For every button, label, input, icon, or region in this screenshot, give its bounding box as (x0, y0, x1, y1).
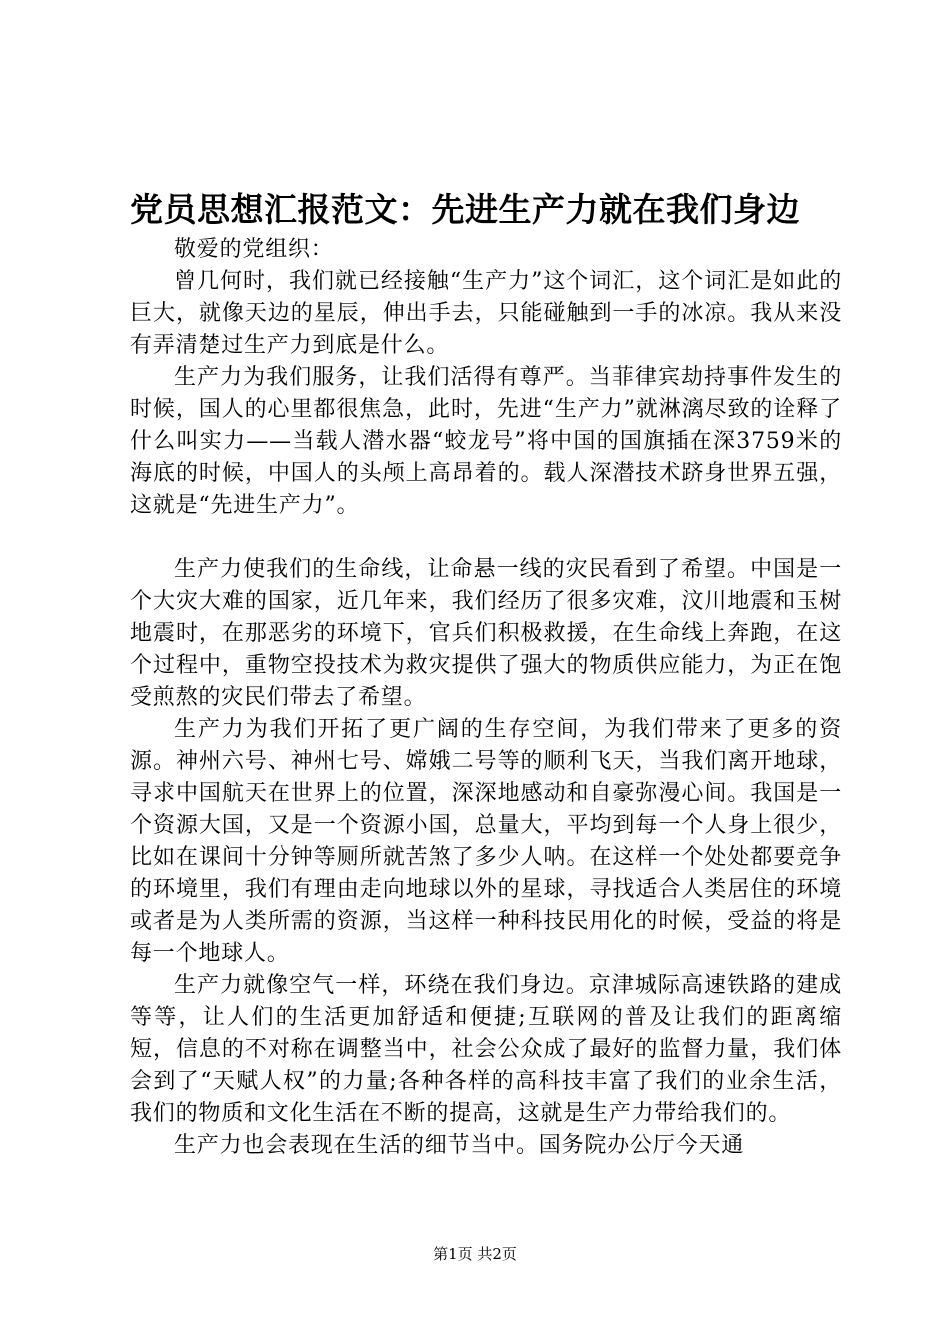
page-number-footer: 第1页 共2页 (433, 1245, 517, 1263)
paragraph: 生产力为我们服务，让我们活得有尊严。当菲律宾劫持事件发生的时候，国人的心里都很焦急，此时，先进“生产力”就淋漓尽致的诠释了什么叫实力——当载人潜水器“蛟龙号”将中国的国旗插在深3759米的海底的时候，中国人的头颅上高昂着的。载人深潜技术跻身世界五强，这就是“先进生产力”。 (130, 365, 842, 518)
document-body (130, 234, 842, 1162)
blank-line (130, 522, 842, 554)
paragraph: 生产力就像空气一样，环绕在我们身边。京津城际高速铁路的建成等等，让人们的生活更加舒适和便捷;互联网的普及让我们的距离缩短，信息的不对称在调整当中，社会公众成了最好的监督力量，我们体会到了“天赋人权”的力量;各种各样的高科技丰富了我们的业余生活，我们的物质和文化生活在不断的提高，这就是生产力带给我们的。 (130, 973, 842, 1126)
salutation: 敬爱的党组织： (174, 237, 334, 262)
paragraph: 生产力也会表现在生活的细节当中。国务院办公厅今天通 (174, 1133, 745, 1158)
paragraph: 生产力为我们开拓了更广阔的生存空间，为我们带来了更多的资源。神州六号、神州七号、嫦娥二号等的顺利飞天，当我们离开地球，寻求中国航天在世界上的位置，深深地感动和自豪弥漫心间。我国是一个资源大国，又是一个资源小国，总量大，平均到每一个人身上很少，比如在课间十分钟等厕所就苦煞了多少人呐。在这样一个处处都要竞争的环境里，我们有理由走向地球以外的星球，寻找适合人类居住的环境或者是为人类所需的资源，当这样一种科技民用化的时候，受益的将是每一个地球人。 (130, 717, 842, 966)
paragraph: 生产力使我们的生命线，让命悬一线的灾民看到了希望。中国是一个大灾大难的国家，近几年来，我们经历了很多灾难，汶川地震和玉树地震时，在那恶劣的环境下，官兵们积极救援，在生命线上奔跑，在这个过程中，重物空投技术为救灾提供了强大的物质供应能力，为正在饱受煎熬的灾民们带去了希望。 (130, 557, 842, 710)
document-title: 党员思想汇报范文：先进生产力就在我们身边 (130, 190, 800, 229)
paragraph: 曾几何时，我们就已经接触“生产力”这个词汇，这个词汇是如此的巨大，就像天边的星辰，伸出手去，只能碰触到一手的冰凉。我从来没有弄清楚过生产力到底是什么。 (130, 269, 842, 358)
